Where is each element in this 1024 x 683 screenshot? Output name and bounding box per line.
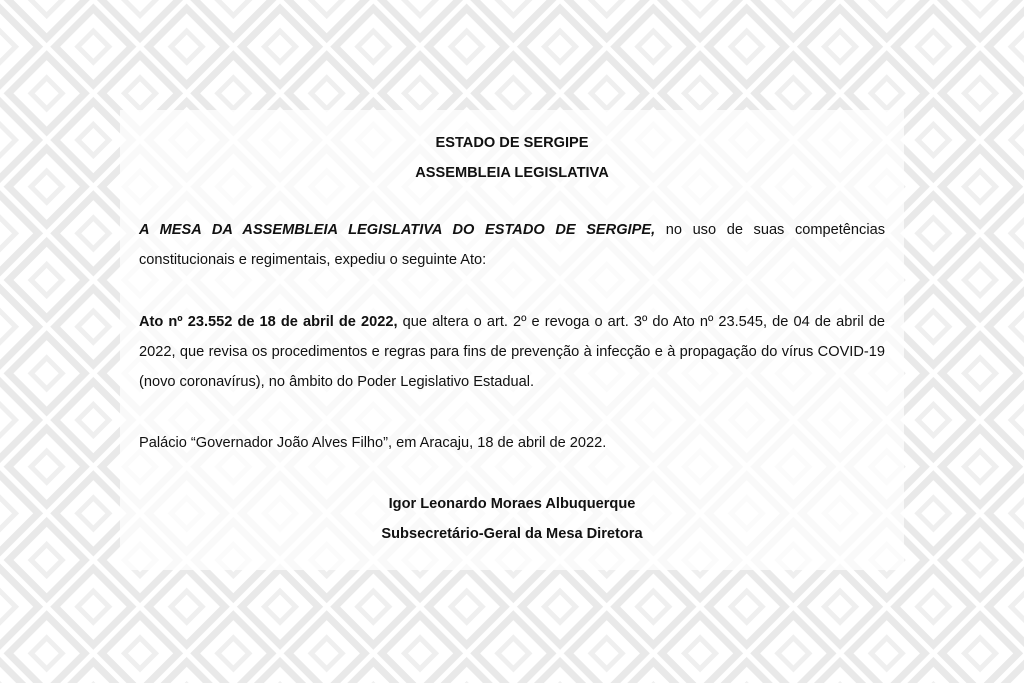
signatory-name: Igor Leonardo Moraes Albuquerque <box>388 496 636 512</box>
act-paragraph <box>139 307 885 397</box>
act-lead: Ato nº 23.552 de 18 de abril de 2022, <box>139 314 398 330</box>
place-date: Palácio “Governador João Alves Filho”, em Aracaju, 18 de abril de 2022. <box>139 435 607 451</box>
intro-rest: no uso de suas competências constitucionais e regimentais, expediu o seguinte Ato: <box>139 222 885 268</box>
intro-lead: A MESA DA ASSEMBLEIA LEGISLATIVA DO ESTADO DE SERGIPE, <box>139 222 656 238</box>
signatory-role: Subsecretário-Geral da Mesa Diretora <box>381 526 643 542</box>
act-rest: que altera o art. 2º e revoga o art. 3º do Ato nº 23.545, de 04 de abril de 2022, que revisa os procedimentos e regras para fins de prevenção à infecção e à propagação do vírus COVID-19 (novo coronavírus), no âmbito do Poder Legislativo Estadual. <box>139 314 886 390</box>
official-notice <box>139 128 885 549</box>
state-heading: ESTADO DE SERGIPE <box>435 135 589 151</box>
intro-paragraph <box>139 215 885 275</box>
assembly-heading: ASSEMBLEIA LEGISLATIVA <box>415 165 609 181</box>
